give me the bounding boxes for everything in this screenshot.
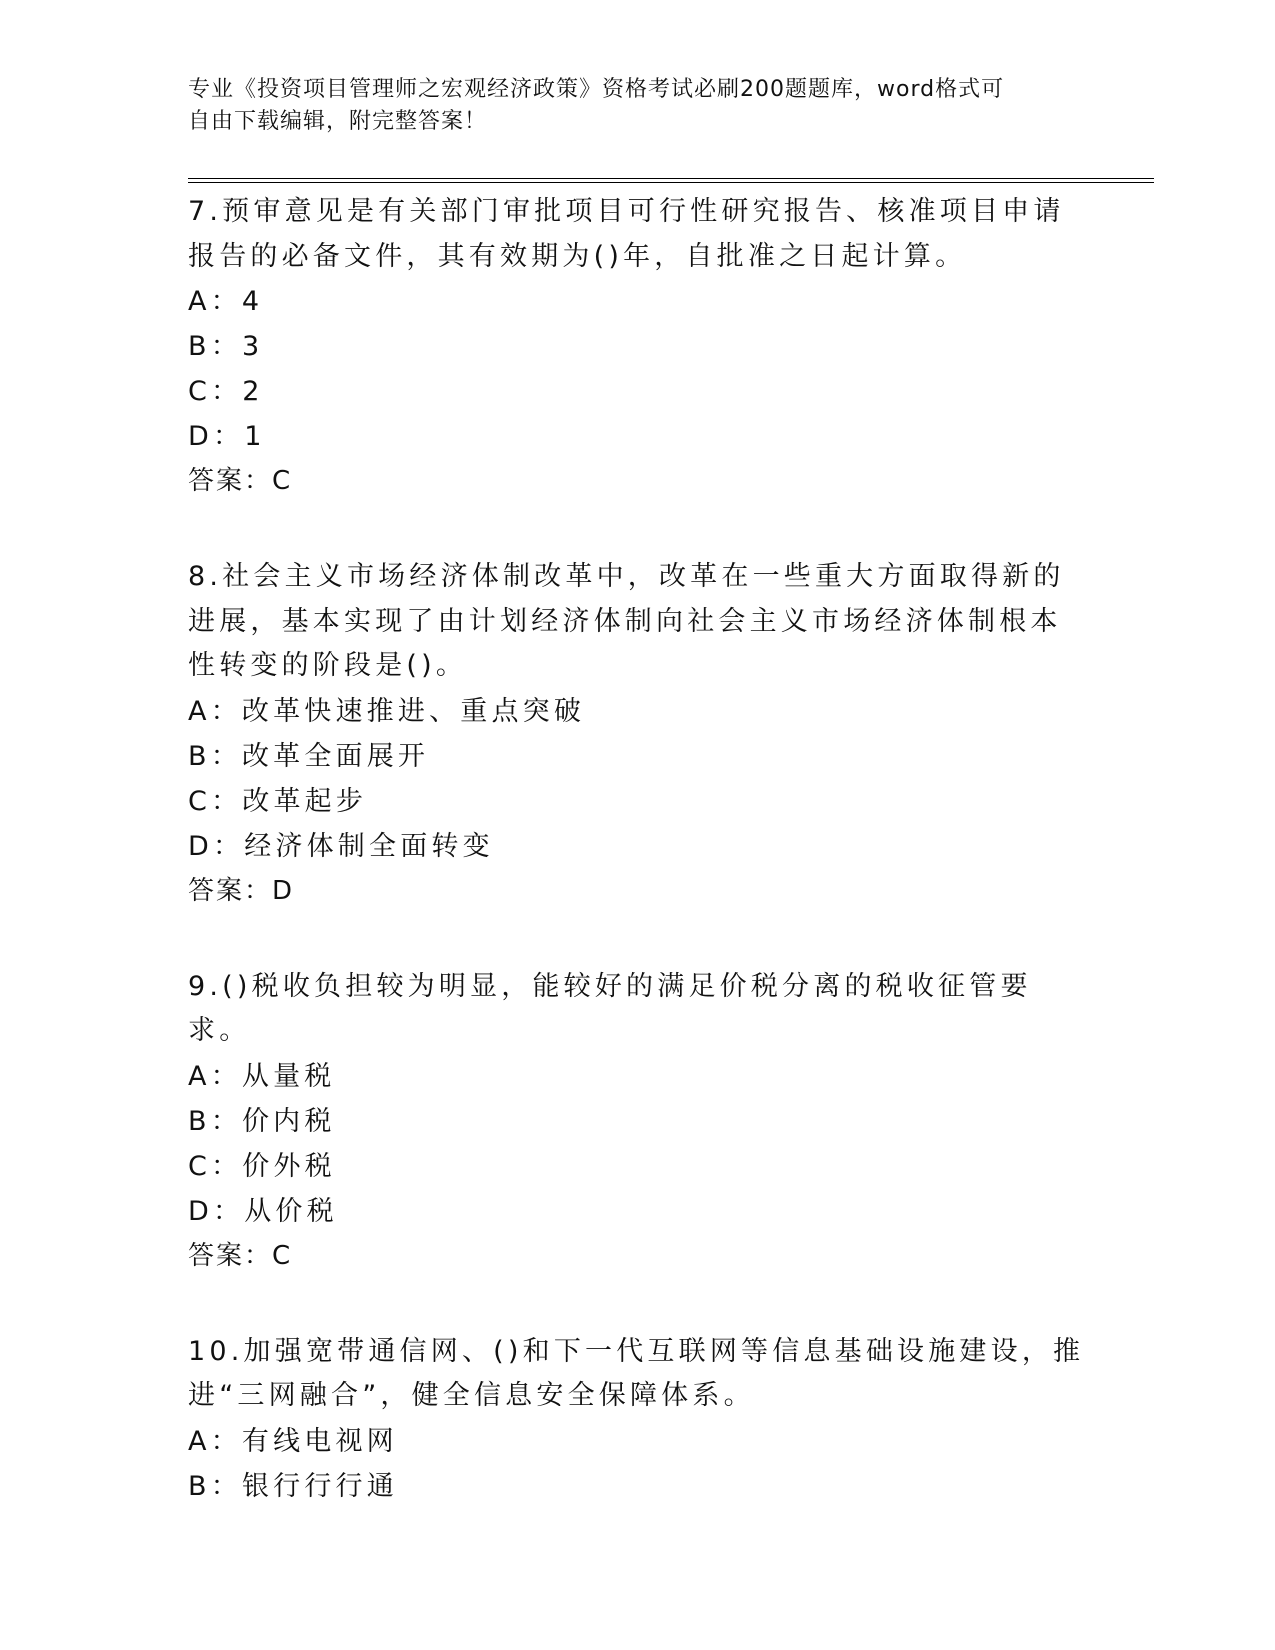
option-d (188, 824, 1088, 869)
answer-line: 答案：C (188, 466, 293, 496)
question-number: 8. (188, 561, 223, 592)
option-a (188, 1419, 1088, 1464)
answer-line: 答案：C (188, 1240, 293, 1271)
question-list (188, 190, 1088, 1561)
option-text: 银行行行通 (241, 1470, 398, 1502)
question-9 (188, 965, 1088, 1278)
option-key: D： (188, 830, 245, 862)
option-text: 4 (241, 286, 264, 317)
question-stem: 预审意见是有关部门审批项目可行性研究报告、核准项目申请报告的必备文件，其有效期为()年，自批准之日起计算。 (188, 196, 1065, 272)
question-10 (188, 1330, 1088, 1509)
option-list (188, 279, 1088, 459)
question-number: 10. (188, 1335, 244, 1367)
option-key: A： (188, 695, 242, 727)
option-list (188, 1054, 1088, 1234)
option-b (188, 1464, 1088, 1509)
answer-line: 答案：D (188, 875, 295, 906)
option-key: A： (188, 286, 242, 317)
option-c (188, 1144, 1088, 1189)
header-line-2: 自由下载编辑，附完整答案！ (188, 109, 488, 134)
option-text: 2 (242, 376, 264, 407)
question-text (188, 965, 1088, 1054)
option-key: C： (188, 376, 243, 407)
option-text: 从量税 (241, 1060, 336, 1092)
option-key: A： (188, 1060, 242, 1092)
option-key: B： (188, 331, 242, 362)
option-list (188, 1419, 1088, 1509)
option-text: 改革全面展开 (241, 740, 430, 772)
option-text: 有线电视网 (241, 1425, 398, 1457)
question-stem: ()税收负担较为明显，能较好的满足价税分离的税收征管要求。 (188, 970, 1032, 1046)
option-text: 价内税 (241, 1105, 336, 1137)
option-c (188, 779, 1088, 824)
question-text (188, 190, 1088, 279)
option-key: B： (188, 1105, 242, 1137)
option-key: D： (188, 421, 245, 452)
option-b (188, 734, 1088, 779)
option-key: C： (188, 785, 243, 817)
option-c (188, 369, 1088, 414)
header-divider-top (188, 178, 1154, 179)
option-a (188, 1054, 1088, 1099)
option-key: D： (188, 1195, 245, 1227)
option-text: 从价税 (244, 1195, 338, 1227)
header-divider-bottom (188, 182, 1154, 183)
question-text (188, 1330, 1088, 1419)
option-text: 3 (241, 331, 264, 362)
header-line-1: 专业《投资项目管理师之宏观经济政策》资格考试必刷200题题库，word格式可 (188, 77, 1005, 102)
option-b (188, 324, 1088, 369)
question-stem: 社会主义市场经济体制改革中，改革在一些重大方面取得新的进展，基本实现了由计划经济体制向社会主义市场经济体制根本性转变的阶段是()。 (188, 561, 1065, 681)
option-list (188, 689, 1088, 869)
option-key: B： (188, 1470, 242, 1502)
option-a (188, 279, 1088, 324)
document-header (188, 74, 1068, 138)
option-key: C： (188, 1150, 243, 1182)
option-text: 经济体制全面转变 (244, 830, 494, 862)
option-d (188, 414, 1088, 459)
question-stem: 加强宽带通信网、()和下一代互联网等信息基础设施建设，推进“三网融合”，健全信息安全保障体系。 (188, 1335, 1085, 1411)
option-a (188, 689, 1088, 734)
question-8 (188, 555, 1088, 913)
question-7 (188, 190, 1088, 503)
option-b (188, 1099, 1088, 1144)
option-d (188, 1189, 1088, 1234)
option-text: 1 (244, 421, 266, 452)
question-number: 9. (188, 970, 223, 1002)
option-key: A： (188, 1425, 242, 1457)
option-text: 改革起步 (242, 785, 368, 817)
option-key: B： (188, 740, 242, 772)
question-text (188, 555, 1088, 689)
option-text: 价外税 (242, 1150, 336, 1182)
question-number: 7. (188, 196, 223, 227)
option-text: 改革快速推进、重点突破 (241, 695, 586, 727)
